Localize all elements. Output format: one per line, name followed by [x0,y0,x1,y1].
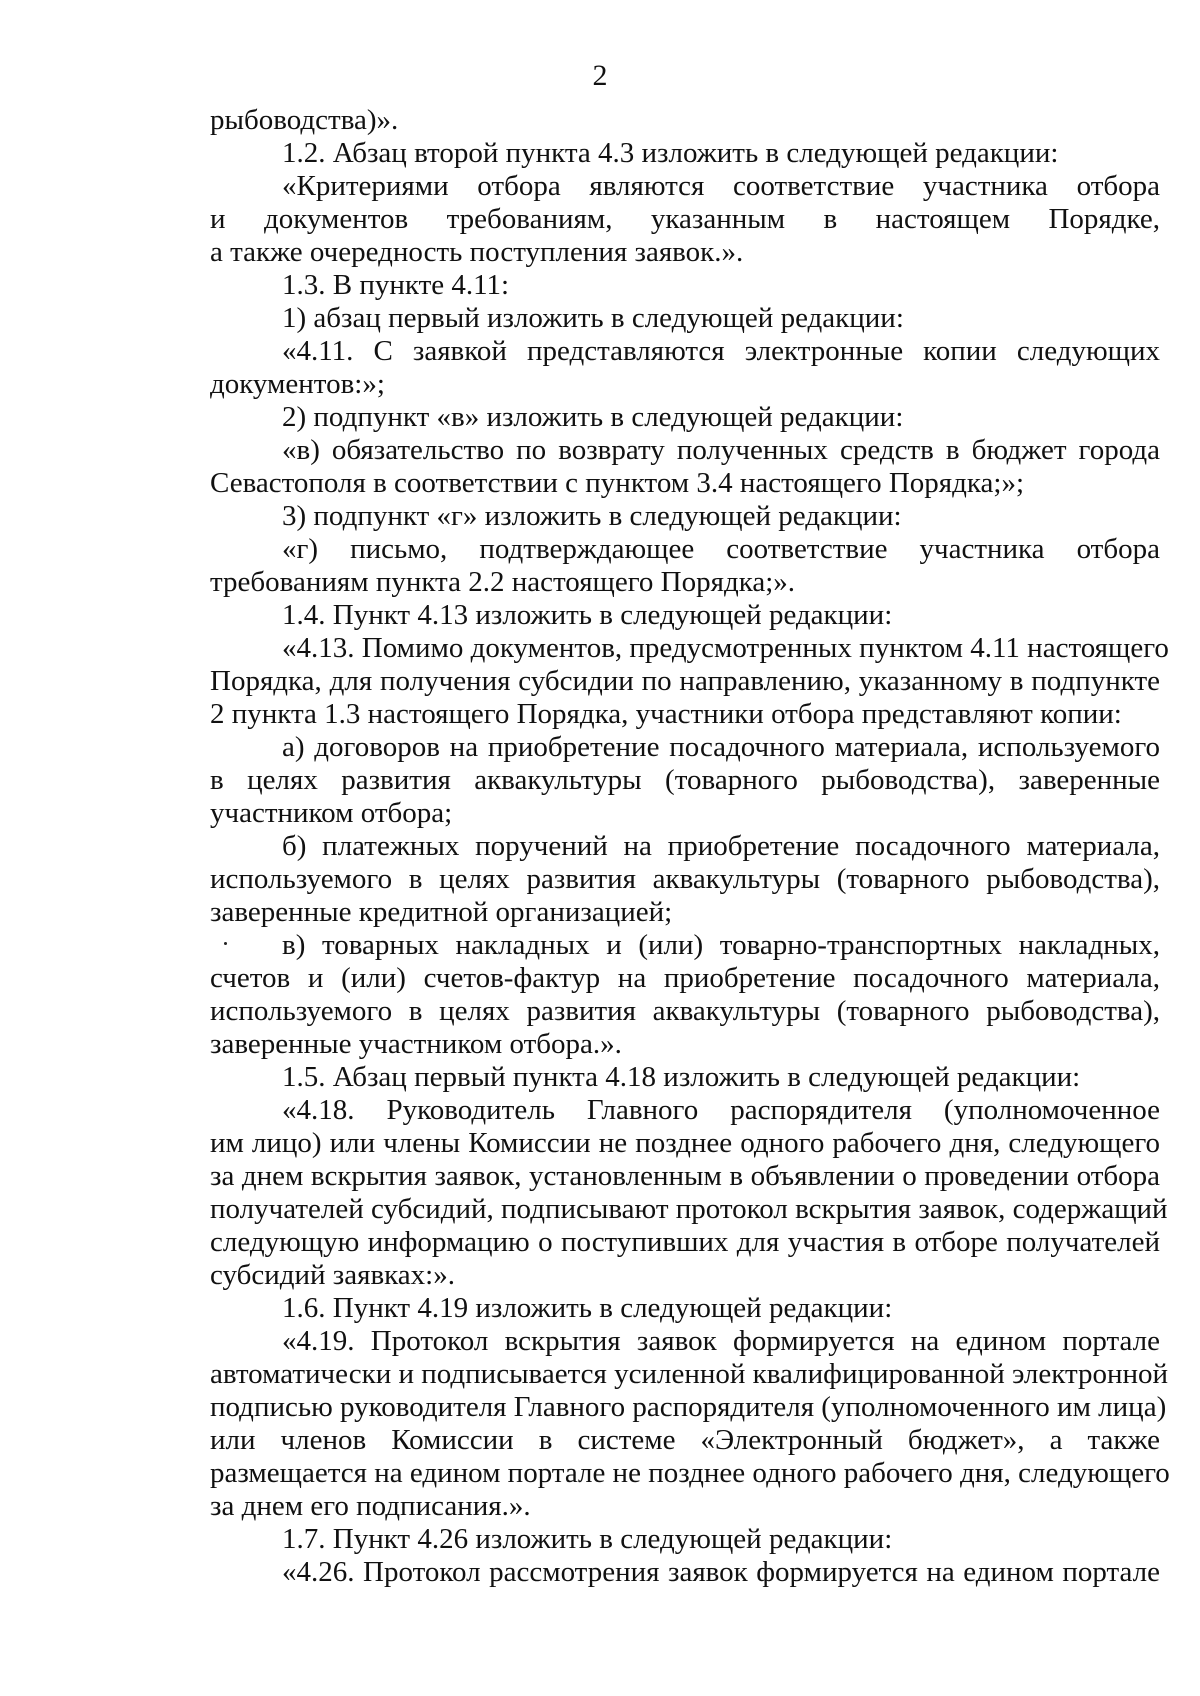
text-line: «4.13. Помимо документов, предусмотренных пунктом 4.11 настоящего [282,632,1169,664]
text-line: «г) письмо, подтверждающее соответствие участника отбора [282,533,1160,565]
text-line: «4.26. Протокол рассмотрения заявок формируется на едином портале [282,1556,1160,1588]
text-line: или членов Комиссии в системе «Электронный бюджет», а также [210,1424,1160,1456]
text-line: счетов и (или) счетов-фактур на приобретение посадочного материала, [210,962,1160,994]
text-line: им лицо) или члены Комиссии не позднее одного рабочего дня, следующего [210,1127,1160,1159]
text-line: за днем его подписания.». [210,1490,531,1522]
text-line: 1.7. Пункт 4.26 изложить в следующей редакции: [282,1523,893,1555]
text-line: используемого в целях развития аквакультуры (товарного рыбоводства), [210,863,1160,895]
text-line: требованиям пункта 2.2 настоящего Порядка;». [210,566,796,598]
text-line: а также очередность поступления заявок.». [210,236,744,268]
text-line: «4.18. Руководитель Главного распорядителя (уполномоченное [282,1094,1160,1126]
text-line: 3) подпункт «г» изложить в следующей редакции: [282,500,902,532]
text-line: 1.4. Пункт 4.13 изложить в следующей редакции: [282,599,893,631]
text-line: документов:»; [210,368,385,400]
text-line: б) платежных поручений на приобретение посадочного материала, [282,830,1160,862]
scan-speck [224,942,227,945]
text-line: 1.2. Абзац второй пункта 4.3 изложить в следующей редакции: [282,137,1059,169]
text-line: 2 пункта 1.3 настоящего Порядка, участники отбора представляют копии: [210,698,1122,730]
text-line: 1.5. Абзац первый пункта 4.18 изложить в следующей редакции: [282,1061,1081,1093]
text-line: за днем вскрытия заявок, установленным в объявлении о проведении отбора [210,1160,1160,1192]
text-line: 1.6. Пункт 4.19 изложить в следующей редакции: [282,1292,893,1324]
text-line: Севастополя в соответствии с пунктом 3.4 настоящего Порядка;»; [210,467,1025,499]
text-line: и документов требованиям, указанным в настоящем Порядке, [210,203,1160,235]
text-line: участником отбора; [210,797,453,829]
text-line: следующую информацию о поступивших для участия в отборе получателей [210,1226,1160,1258]
page-number: 2 [592,59,608,92]
text-line: заверенные участником отбора.». [210,1028,622,1060]
text-line: в) товарных накладных и (или) товарно-транспортных накладных, [282,929,1160,961]
text-line: получателей субсидий, подписывают протокол вскрытия заявок, содержащий [210,1193,1168,1225]
text-line: субсидий заявках:». [210,1259,455,1291]
text-line: автоматически и подписывается усиленной квалифицированной электронной [210,1358,1169,1390]
text-line: рыбоводства)». [210,104,399,136]
text-line: «4.11. С заявкой представляются электронные копии следующих [282,335,1160,367]
text-line: «в) обязательство по возврату полученных средств в бюджет города [282,434,1160,466]
text-line: в целях развития аквакультуры (товарного рыбоводства), заверенные [210,764,1160,796]
text-line: 1.3. В пункте 4.11: [282,269,510,301]
document-body [210,104,1170,1589]
text-line: «Критериями отбора являются соответствие участника отбора [282,170,1160,202]
text-line: «4.19. Протокол вскрытия заявок формируется на едином портале [282,1325,1160,1357]
text-line: 1) абзац первый изложить в следующей редакции: [282,302,904,334]
text-line: Порядка, для получения субсидии по направлению, указанному в подпункте [210,665,1160,697]
text-line: подписью руководителя Главного распорядителя (уполномоченного им лица) [210,1391,1167,1423]
text-line: используемого в целях развития аквакультуры (товарного рыбоводства), [210,995,1160,1027]
text-line: а) договоров на приобретение посадочного материала, используемого [282,731,1160,763]
text-line: 2) подпункт «в» изложить в следующей редакции: [282,401,904,433]
text-line: заверенные кредитной организацией; [210,896,673,928]
text-line: размещается на едином портале не позднее одного рабочего дня, следующего [210,1457,1170,1489]
